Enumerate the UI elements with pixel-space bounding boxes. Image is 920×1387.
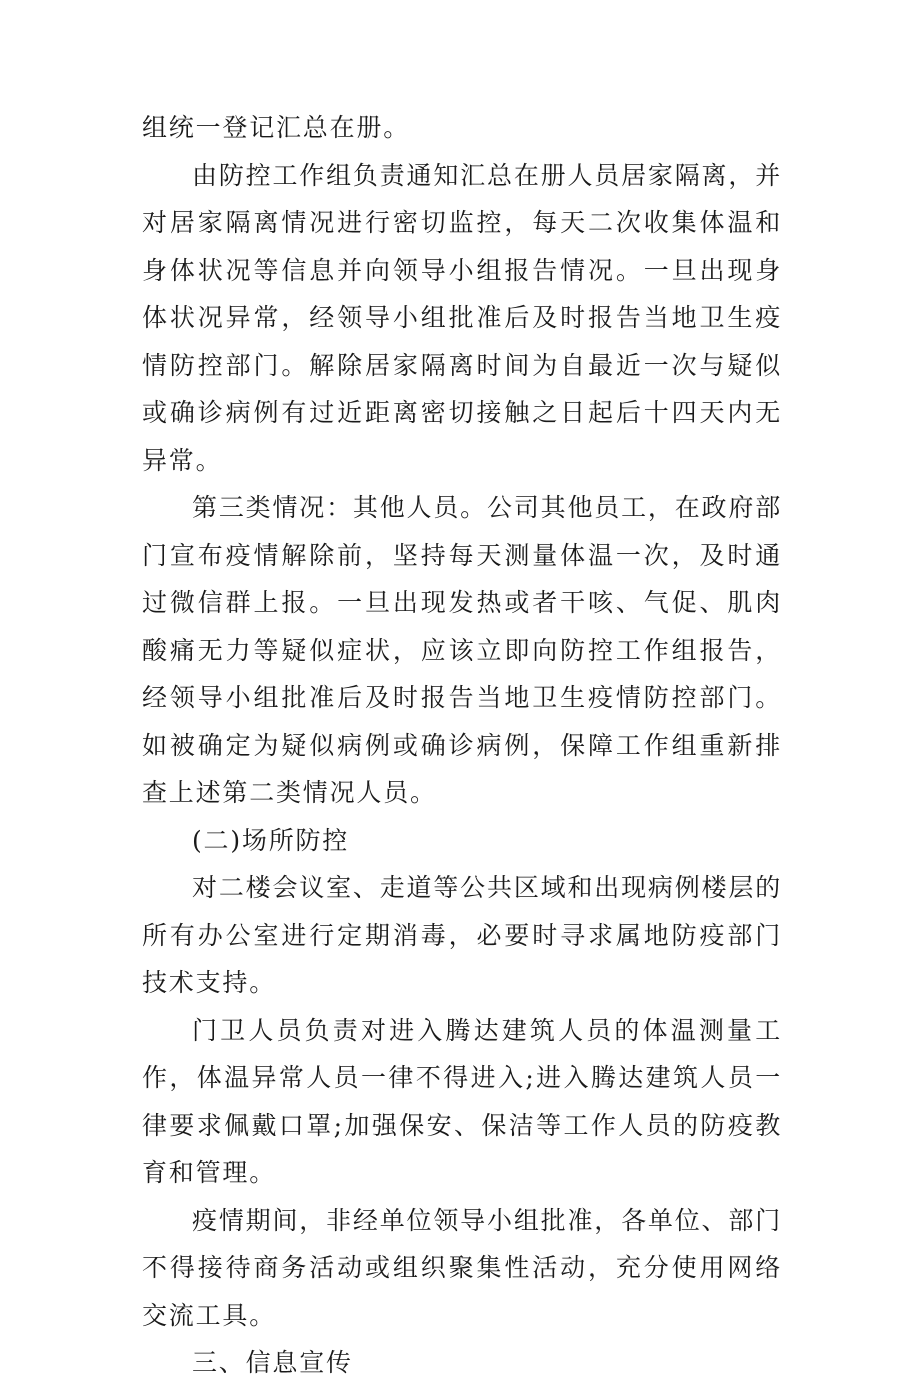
section-heading-information-publicity: 三、信息宣传 (192, 1348, 353, 1377)
document-body (142, 104, 782, 1387)
section-heading-venue-control: (二)场所防控 (192, 825, 350, 855)
paragraph-epidemic-period: 疫情期间，非经单位领导小组批准，各单位、部门不得接待商务活动或组织聚集性活动，充分使用网络交流工具。 (142, 1205, 782, 1330)
paragraph-disinfection: 对二楼会议室、走道等公共区域和出现病例楼层的所有办公室进行定期消毒，必要时寻求属地防疫部门技术支持。 (142, 873, 782, 997)
paragraph-continuation: 组统一登记汇总在册。 (142, 113, 411, 142)
paragraph-home-isolation: 由防控工作组负责通知汇总在册人员居家隔离，并对居家隔离情况进行密切监控，每天二次收集体温和身体状况等信息并向领导小组报告情况。一旦出现身体状况异常，经领导小组批准后及时报告当地卫生疫情防控部门。解除居家隔离时间为自最近一次与疑似或确诊病例有过近距离密切接触之日起后十四天内无异常。 (142, 160, 782, 475)
paragraph-gate-guard: 门卫人员负责对进入腾达建筑人员的体温测量工作，体温异常人员一律不得进入;进入腾达建筑人员一律要求佩戴口罩;加强保安、保洁等工作人员的防疫教育和管理。 (142, 1015, 782, 1187)
paragraph-third-category: 第三类情况：其他人员。公司其他员工，在政府部门宣布疫情解除前，坚持每天测量体温一次，及时通过微信群上报。一旦出现发热或者干咳、气促、肌肉酸痛无力等疑似症状，应该立即向防控工作组报告，经领导小组批准后及时报告当地卫生疫情防控部门。如被确定为疑似病例或确诊病例，保障工作组重新排查上述第二类情况人员。 (142, 493, 782, 807)
